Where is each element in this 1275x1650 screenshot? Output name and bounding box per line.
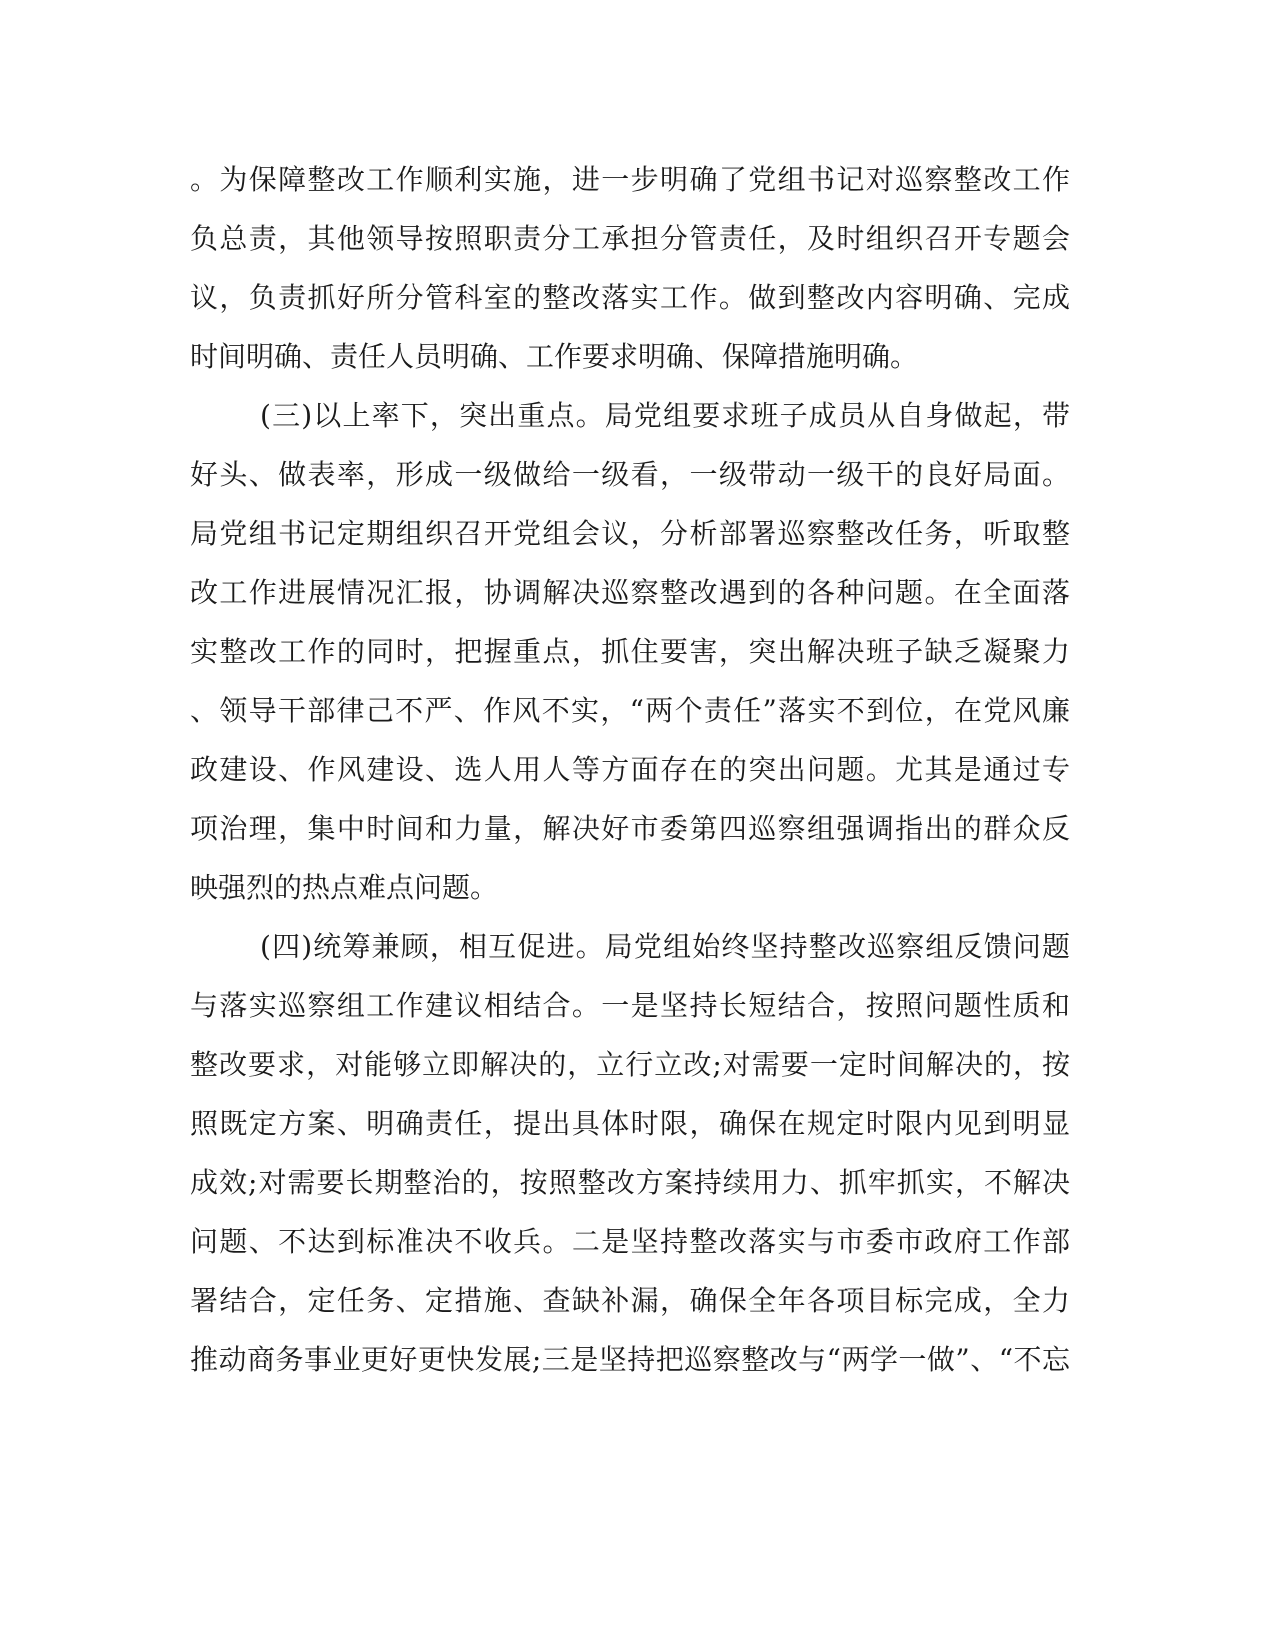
paragraph-2-line-2: 好头、做表率，形成一级做给一级看，一级带动一级干的良好局面。 <box>190 458 1070 491</box>
paragraph-1-line-4: 时间明确、责任人员明确、工作要求明确、保障措施明确。 <box>190 340 919 373</box>
paragraph-3-line-2: 与落实巡察组工作建议相结合。一是坚持长短结合，按照问题性质和 <box>190 989 1070 1022</box>
paragraph-3-line-5: 成效;对需要长期整治的，按照整改方案持续用力、抓牢抓实，不解决 <box>190 1166 1070 1199</box>
paragraph-2-line-3: 局党组书记定期组织召开党组会议，分析部署巡察整改任务，听取整 <box>190 517 1070 550</box>
paragraph-2-line-6: 、领导干部律己不严、作风不实，“两个责任”落实不到位，在党风廉 <box>190 694 1070 727</box>
paragraph-1-line-1: 。为保障整改工作顺利实施，进一步明确了党组书记对巡察整改工作 <box>190 163 1070 196</box>
paragraph-2-line-1: (三)以上率下，突出重点。局党组要求班子成员从自身做起，带 <box>260 399 1070 432</box>
paragraph-2-line-8: 项治理，集中时间和力量，解决好市委第四巡察组强调指出的群众反 <box>190 812 1070 845</box>
paragraph-2-line-7: 政建设、作风建设、选人用人等方面存在的突出问题。尤其是通过专 <box>190 753 1070 786</box>
paragraph-3-line-6: 问题、不达到标准决不收兵。二是坚持整改落实与市委市政府工作部 <box>190 1225 1070 1258</box>
paragraph-2-line-5: 实整改工作的同时，把握重点，抓住要害，突出解决班子缺乏凝聚力 <box>190 635 1070 668</box>
paragraph-3-line-4: 照既定方案、明确责任，提出具体时限，确保在规定时限内见到明显 <box>190 1107 1070 1140</box>
paragraph-3-line-8: 推动商务事业更好更快发展;三是坚持把巡察整改与“两学一做”、“不忘 <box>190 1343 1070 1376</box>
paragraph-3-line-1: (四)统筹兼顾，相互促进。局党组始终坚持整改巡察组反馈问题 <box>260 930 1070 963</box>
paragraph-2-line-9: 映强烈的热点难点问题。 <box>190 871 499 904</box>
paragraph-1-line-3: 议，负责抓好所分管科室的整改落实工作。做到整改内容明确、完成 <box>190 281 1070 314</box>
paragraph-1-line-2: 负总责，其他领导按照职责分工承担分管责任，及时组织召开专题会 <box>190 222 1070 255</box>
paragraph-3-line-3: 整改要求，对能够立即解决的，立行立改;对需要一定时间解决的，按 <box>190 1048 1070 1081</box>
paragraph-2-line-4: 改工作进展情况汇报，协调解决巡察整改遇到的各种问题。在全面落 <box>190 576 1070 609</box>
paragraph-3-line-7: 署结合，定任务、定措施、查缺补漏，确保全年各项目标完成，全力 <box>190 1284 1070 1317</box>
